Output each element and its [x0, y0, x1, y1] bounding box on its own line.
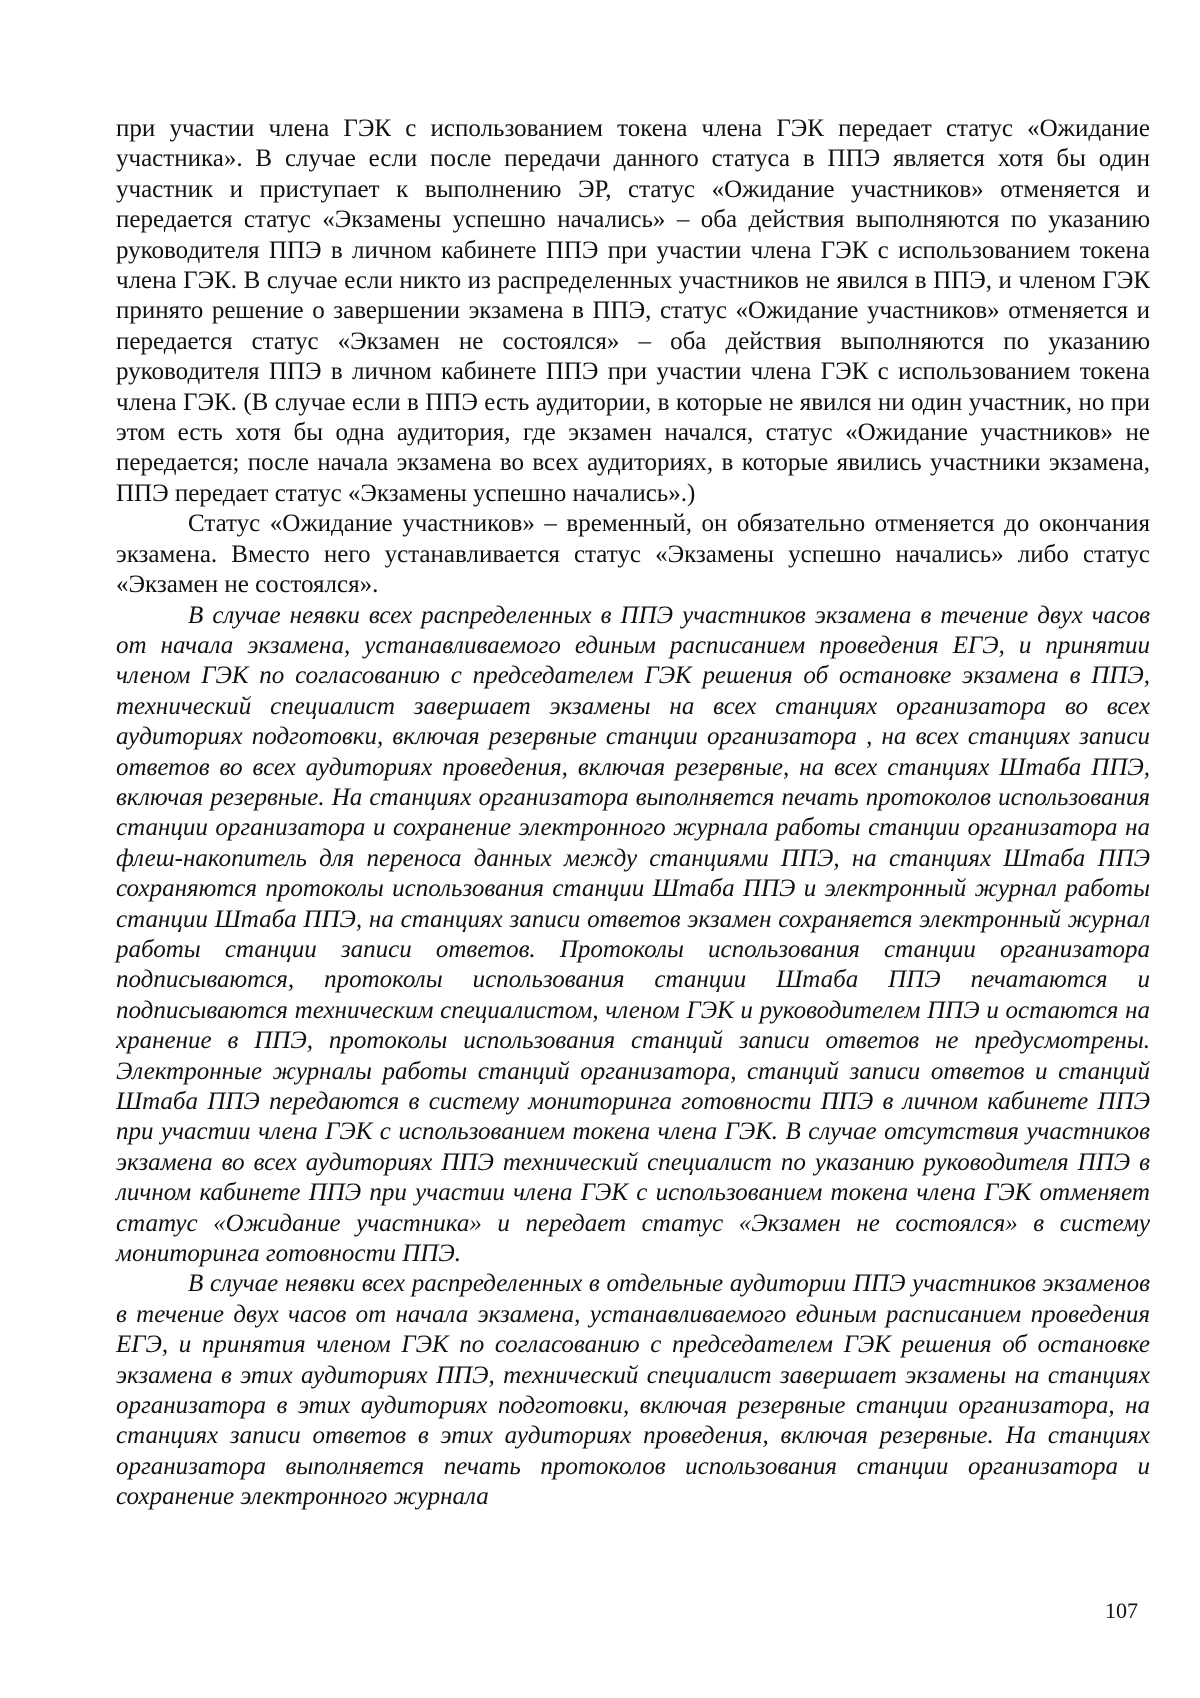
page-number: 107: [1105, 1598, 1138, 1623]
paragraph-3: В случае неявки всех распределенных в ППЭ участников экзамена в течение двух часов от начала экзамена, устанавливаемого единым расписанием проведения ЕГЭ, и принятии членом ГЭК по согласованию с председателем ГЭК решения об остановке экзамена в ППЭ, технический специалист завершает экзамены на всех станциях организатора во всех аудиториях подготовки, включая резервные станции организатора , на всех станциях записи ответов во всех аудиториях проведения, включая резервные, на всех станциях Штаба ППЭ, включая резервные. На станциях организатора выполняется печать протоколов использования станции организатора и сохранение электронного журнала работы станции организатора на флеш-накопитель для переноса данных между станциями ППЭ, на станциях Штаба ППЭ сохраняются протоколы использования станции Штаба ППЭ и электронный журнал работы станции Штаба ППЭ, на станциях записи ответов экзамен сохраняется электронный журнал работы станции записи ответов. Протоколы использования станции организатора подписываются, протоколы использования станции Штаба ППЭ печатаются и подписываются техническим специалистом, членом ГЭК и руководителем ППЭ и остаются на хранение в ППЭ, протоколы использования станций записи ответов не предусмотрены. Электронные журналы работы станций организатора, станций записи ответов и станций Штаба ППЭ передаются в систему мониторинга готовности ППЭ в личном кабинете ППЭ при участии члена ГЭК с использованием токена члена ГЭК. В случае отсутствия участников экзамена во всех аудиториях ППЭ технический специалист по указанию руководителя ППЭ в личном кабинете ППЭ при участии члена ГЭК с использованием токена члена ГЭК отменяет статус «Ожидание участника» и передает статус «Экзамен не состоялся» в систему мониторинга готовности ППЭ.: [116, 601, 1150, 1268]
page-body: [116, 114, 1150, 1513]
paragraph-4: В случае неявки всех распределенных в отдельные аудитории ППЭ участников экзаменов в течение двух часов от начала экзамена, устанавливаемого единым расписанием проведения ЕГЭ, и принятия членом ГЭК по согласованию с председателем ГЭК решения об остановке экзамена в этих аудиториях ППЭ, технический специалист завершает экзамены на станциях организатора в этих аудиториях подготовки, включая резервные станции организатора, на станциях записи ответов в этих аудиториях проведения, включая резервные. На станциях организатора выполняется печать протоколов использования станции организатора и сохранение электронного журнала: [116, 1270, 1150, 1511]
paragraph-1: при участии члена ГЭК с использованием токена члена ГЭК передает статус «Ожидание участника». В случае если после передачи данного статуса в ППЭ является хотя бы один участник и приступает к выполнению ЭР, статус «Ожидание участников» отменяется и передается статус «Экзамены успешно начались» – оба действия выполняются по указанию руководителя ППЭ в личном кабинете ППЭ при участии члена ГЭК с использованием токена члена ГЭК. В случае если никто из распределенных участников не явился в ППЭ, и членом ГЭК принято решение о завершении экзамена в ППЭ, статус «Ожидание участников» отменяется и передается статус «Экзамен не состоялся» – оба действия выполняются по указанию руководителя ППЭ в личном кабинете ППЭ при участии члена ГЭК с использованием токена члена ГЭК. (В случае если в ППЭ есть аудитории, в которые не явился ни один участник, но при этом есть хотя бы одна аудитория, где экзамен начался, статус «Ожидание участников» не передается; после начала экзамена во всех аудиториях, в которые явились участники экзамена, ППЭ передает статус «Экзамены успешно начались».): [116, 115, 1150, 507]
paragraph-2: Статус «Ожидание участников» – временный, он обязательно отменяется до окончания экзамена. Вместо него устанавливается статус «Экзамены успешно начались» либо статус «Экзамен не состоялся».: [116, 510, 1150, 599]
